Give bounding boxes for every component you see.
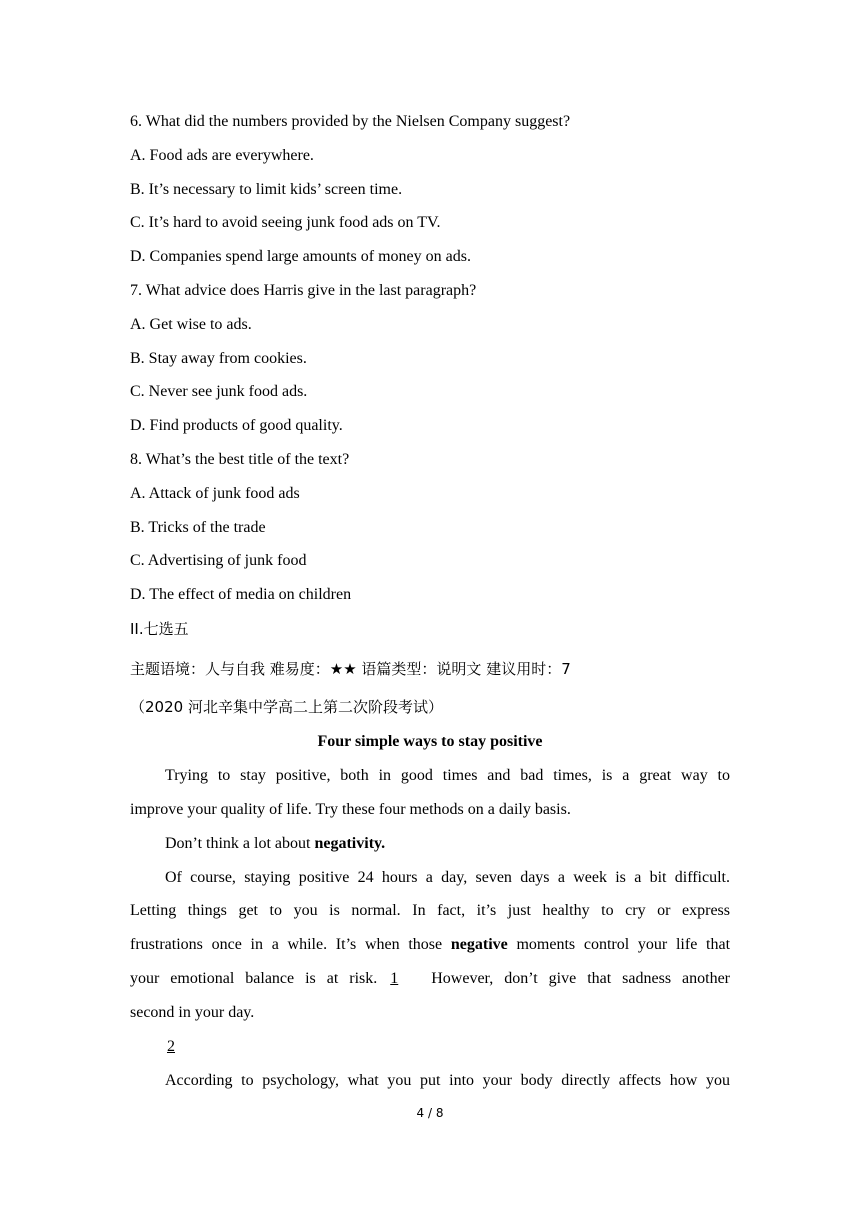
question-7-option-c: C. Never see junk food ads. — [130, 383, 308, 400]
question-8-option-b: B. Tricks of the trade — [130, 519, 266, 536]
paragraph-2-line-4 — [130, 969, 730, 989]
blank-2-line — [165, 1037, 730, 1057]
paragraph-1-line-1: Trying to stay positive, both in good times and bad times, is a great way to — [165, 767, 730, 784]
paragraph-2-line-3 — [130, 935, 730, 955]
question-7-option-d: D. Find products of good quality. — [130, 417, 343, 434]
subheading-1-bold: negativity. — [314, 835, 386, 852]
paragraph-2-line-2: Letting things get to you is normal. In fact, it’s just healthy to cry or express — [130, 902, 730, 919]
blank-2: 2 — [167, 1038, 175, 1055]
question-6-option-c: C. It’s hard to avoid seeing junk food ads on TV. — [130, 214, 441, 231]
paragraph-2-line-3-text-b: moments control your life that — [507, 936, 731, 953]
paragraph-2-line-5: second in your day. — [130, 1004, 255, 1021]
passage-title: Four simple ways to stay positive — [317, 733, 543, 750]
question-6-stem: 6. What did the numbers provided by the Nielsen Company suggest? — [130, 113, 571, 130]
paragraph-2-line-1: Of course, staying positive 24 hours a day, seven days a week is a bit difficult. — [165, 869, 730, 886]
section-meta: 主题语境：人与自我 难易度：★★ 语篇类型：说明文 建议用时：7 — [130, 660, 571, 678]
question-6-option-b: B. It’s necessary to limit kids’ screen time. — [130, 181, 403, 198]
paragraph-1-line-2: improve your quality of life. Try these four methods on a daily basis. — [130, 801, 571, 818]
paragraph-2-line-4-text-a: your emotional balance is at risk. — [130, 970, 378, 987]
question-8-option-c: C. Advertising of junk food — [130, 552, 307, 569]
blank-1: 1 — [390, 970, 399, 987]
subheading-1 — [165, 834, 730, 854]
question-7-option-a: A. Get wise to ads. — [130, 316, 252, 333]
section-source: （2020 河北辛集中学高二上第二次阶段考试） — [130, 698, 443, 716]
subheading-1-text: Don’t think a lot about — [165, 835, 315, 852]
question-8-option-a: A. Attack of junk food ads — [130, 485, 300, 502]
paragraph-2-line-3-text-a: frustrations once in a while. It’s when those — [130, 936, 451, 953]
question-8-option-d: D. The effect of media on children — [130, 586, 352, 603]
section-heading: II.七选五 — [130, 620, 189, 638]
question-6-option-a: A. Food ads are everywhere. — [130, 147, 314, 164]
paragraph-3-line-1: According to psychology, what you put into your body directly affects how you — [165, 1072, 730, 1089]
question-7-option-b: B. Stay away from cookies. — [130, 350, 307, 367]
question-6-option-d: D. Companies spend large amounts of money on ads. — [130, 248, 471, 265]
question-7-stem: 7. What advice does Harris give in the last paragraph? — [130, 282, 477, 299]
paragraph-2-line-4-text-b: However, don’t give that sadness another — [431, 970, 730, 987]
paragraph-2-line-3-bold: negative — [450, 936, 508, 953]
question-8-stem: 8. What’s the best title of the text? — [130, 451, 350, 468]
page-number: 4 / 8 — [416, 1106, 444, 1120]
